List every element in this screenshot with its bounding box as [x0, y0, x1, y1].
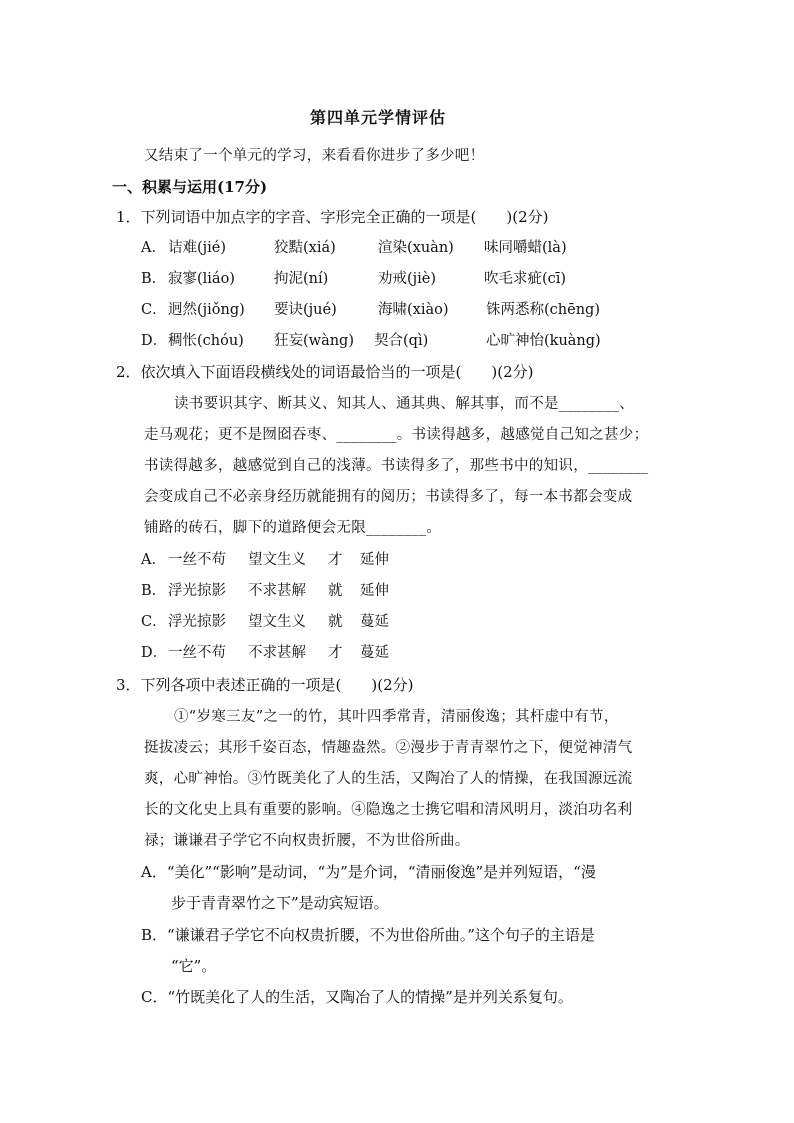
word: 心旷神怡(kuàng): [486, 333, 601, 349]
word: 契合(qì): [374, 333, 429, 349]
passage-line: 禄；谦谦君子学它不向权贵折腰，不为世俗所曲。: [144, 833, 470, 849]
passage-line: 读书要识其字、断其义、知其人、通其典、解其事，而不是________、: [174, 396, 634, 412]
word: 迥然(jiǒng): [168, 302, 245, 318]
option-label: A．: [141, 552, 166, 568]
word: 寂寥(liáo): [168, 271, 235, 287]
passage-line: 会变成自己不必亲身经历就能拥有的阅历；书读得多了，每一本书都会变成: [144, 489, 633, 505]
word: 吹毛求疵(cī): [484, 271, 567, 287]
option-label: A．: [141, 240, 166, 256]
word: 就: [328, 583, 343, 599]
option-label: B．: [141, 583, 167, 599]
word: 一丝不苟: [168, 552, 226, 568]
word: 拘泥(ní): [274, 271, 329, 287]
passage-line: 书读得越多，越感觉到自己的浅薄。书读得多了，那些书中的知识，________: [144, 458, 649, 474]
word: 铢两悉称(chēng): [486, 302, 600, 318]
word: 稠怅(chóu): [168, 333, 244, 349]
word: 才: [328, 552, 343, 568]
word: 望文生义: [248, 552, 306, 568]
word: 渲染(xuàn): [378, 240, 454, 256]
word: 浮光掠影: [168, 614, 226, 630]
word: 诘难(jié): [168, 240, 227, 256]
intro-text: 又结束了一个单元的学习，来看看你进步了多少吧！: [144, 148, 485, 164]
question-3-option-b: B．“谦谦君子学它不向权贵折腰，不为世俗所曲。”这个句子的主语是: [141, 926, 595, 944]
passage-line: 走马观花；更不是囫囵吞枣、________。书读得越多，越感觉自己知之甚少；: [144, 427, 649, 443]
option-label: D．: [141, 333, 168, 349]
question-3-option-a-cont: 步于青青翠竹之下”是动宾短语。: [171, 894, 389, 912]
word: 不求甚解: [248, 645, 306, 661]
question-2-stem: 2．依次填入下面语段横线处的词语最恰当的一项是( )(2分): [116, 363, 534, 381]
section-heading: 一、积累与运用(17分): [112, 178, 268, 196]
passage-line: 爽，心旷神怡。③竹既美化了人的生活，又陶冶了人的情操，在我国源远流: [144, 771, 633, 787]
page-title: 第四单元学情评估: [310, 108, 447, 127]
word: 要诀(jué): [274, 302, 337, 318]
word: 才: [328, 645, 343, 661]
passage-line: 铺路的砖石，脚下的道路便会无限________。: [144, 520, 442, 536]
word: 就: [328, 614, 343, 630]
word: 蔓延: [360, 645, 389, 661]
word: 一丝不苟: [168, 645, 226, 661]
option-label: D．: [141, 645, 168, 661]
question-3-option-a: A．“美化”“影响”是动词，“为”是介词，“清丽俊逸”是并列短语，“漫: [141, 863, 596, 881]
word: 狡黠(xiá): [274, 240, 336, 256]
option-label: C．: [141, 302, 167, 318]
word: 劝戒(jiè): [378, 271, 437, 287]
question-3-option-c: C．“竹既美化了人的生活，又陶冶了人的情操”是并列关系复句。: [141, 988, 573, 1006]
word: 海啸(xiào): [378, 302, 449, 318]
question-3-option-b-cont: “它”。: [171, 957, 217, 975]
word: 延伸: [360, 583, 389, 599]
word: 味同嚼蜡(là): [484, 240, 567, 256]
option-label: B．: [141, 271, 167, 287]
question-3-stem: 3．下列各项中表述正确的一项是( )(2分): [116, 676, 414, 694]
word: 不求甚解: [248, 583, 306, 599]
word: 蔓延: [360, 614, 389, 630]
passage-line: ①“岁寒三友”之一的竹，其叶四季常青，清丽俊逸；其杆虚中有节，: [174, 709, 619, 725]
passage-line: 长的文化史上具有重要的影响。④隐逸之士携它唱和清风明月，淡泊功名利: [144, 802, 633, 818]
option-label: C．: [141, 614, 167, 630]
word: 狂妄(wàng): [274, 333, 354, 349]
word: 浮光掠影: [168, 583, 226, 599]
question-1-stem: 1．下列词语中加点字的字音、字形完全正确的一项是( )(2分): [116, 208, 549, 226]
word: 望文生义: [248, 614, 306, 630]
passage-line: 挺拔凌云；其形千姿百态，情趣盎然。②漫步于青青翠竹之下，便觉神清气: [144, 740, 633, 756]
word: 延伸: [360, 552, 389, 568]
